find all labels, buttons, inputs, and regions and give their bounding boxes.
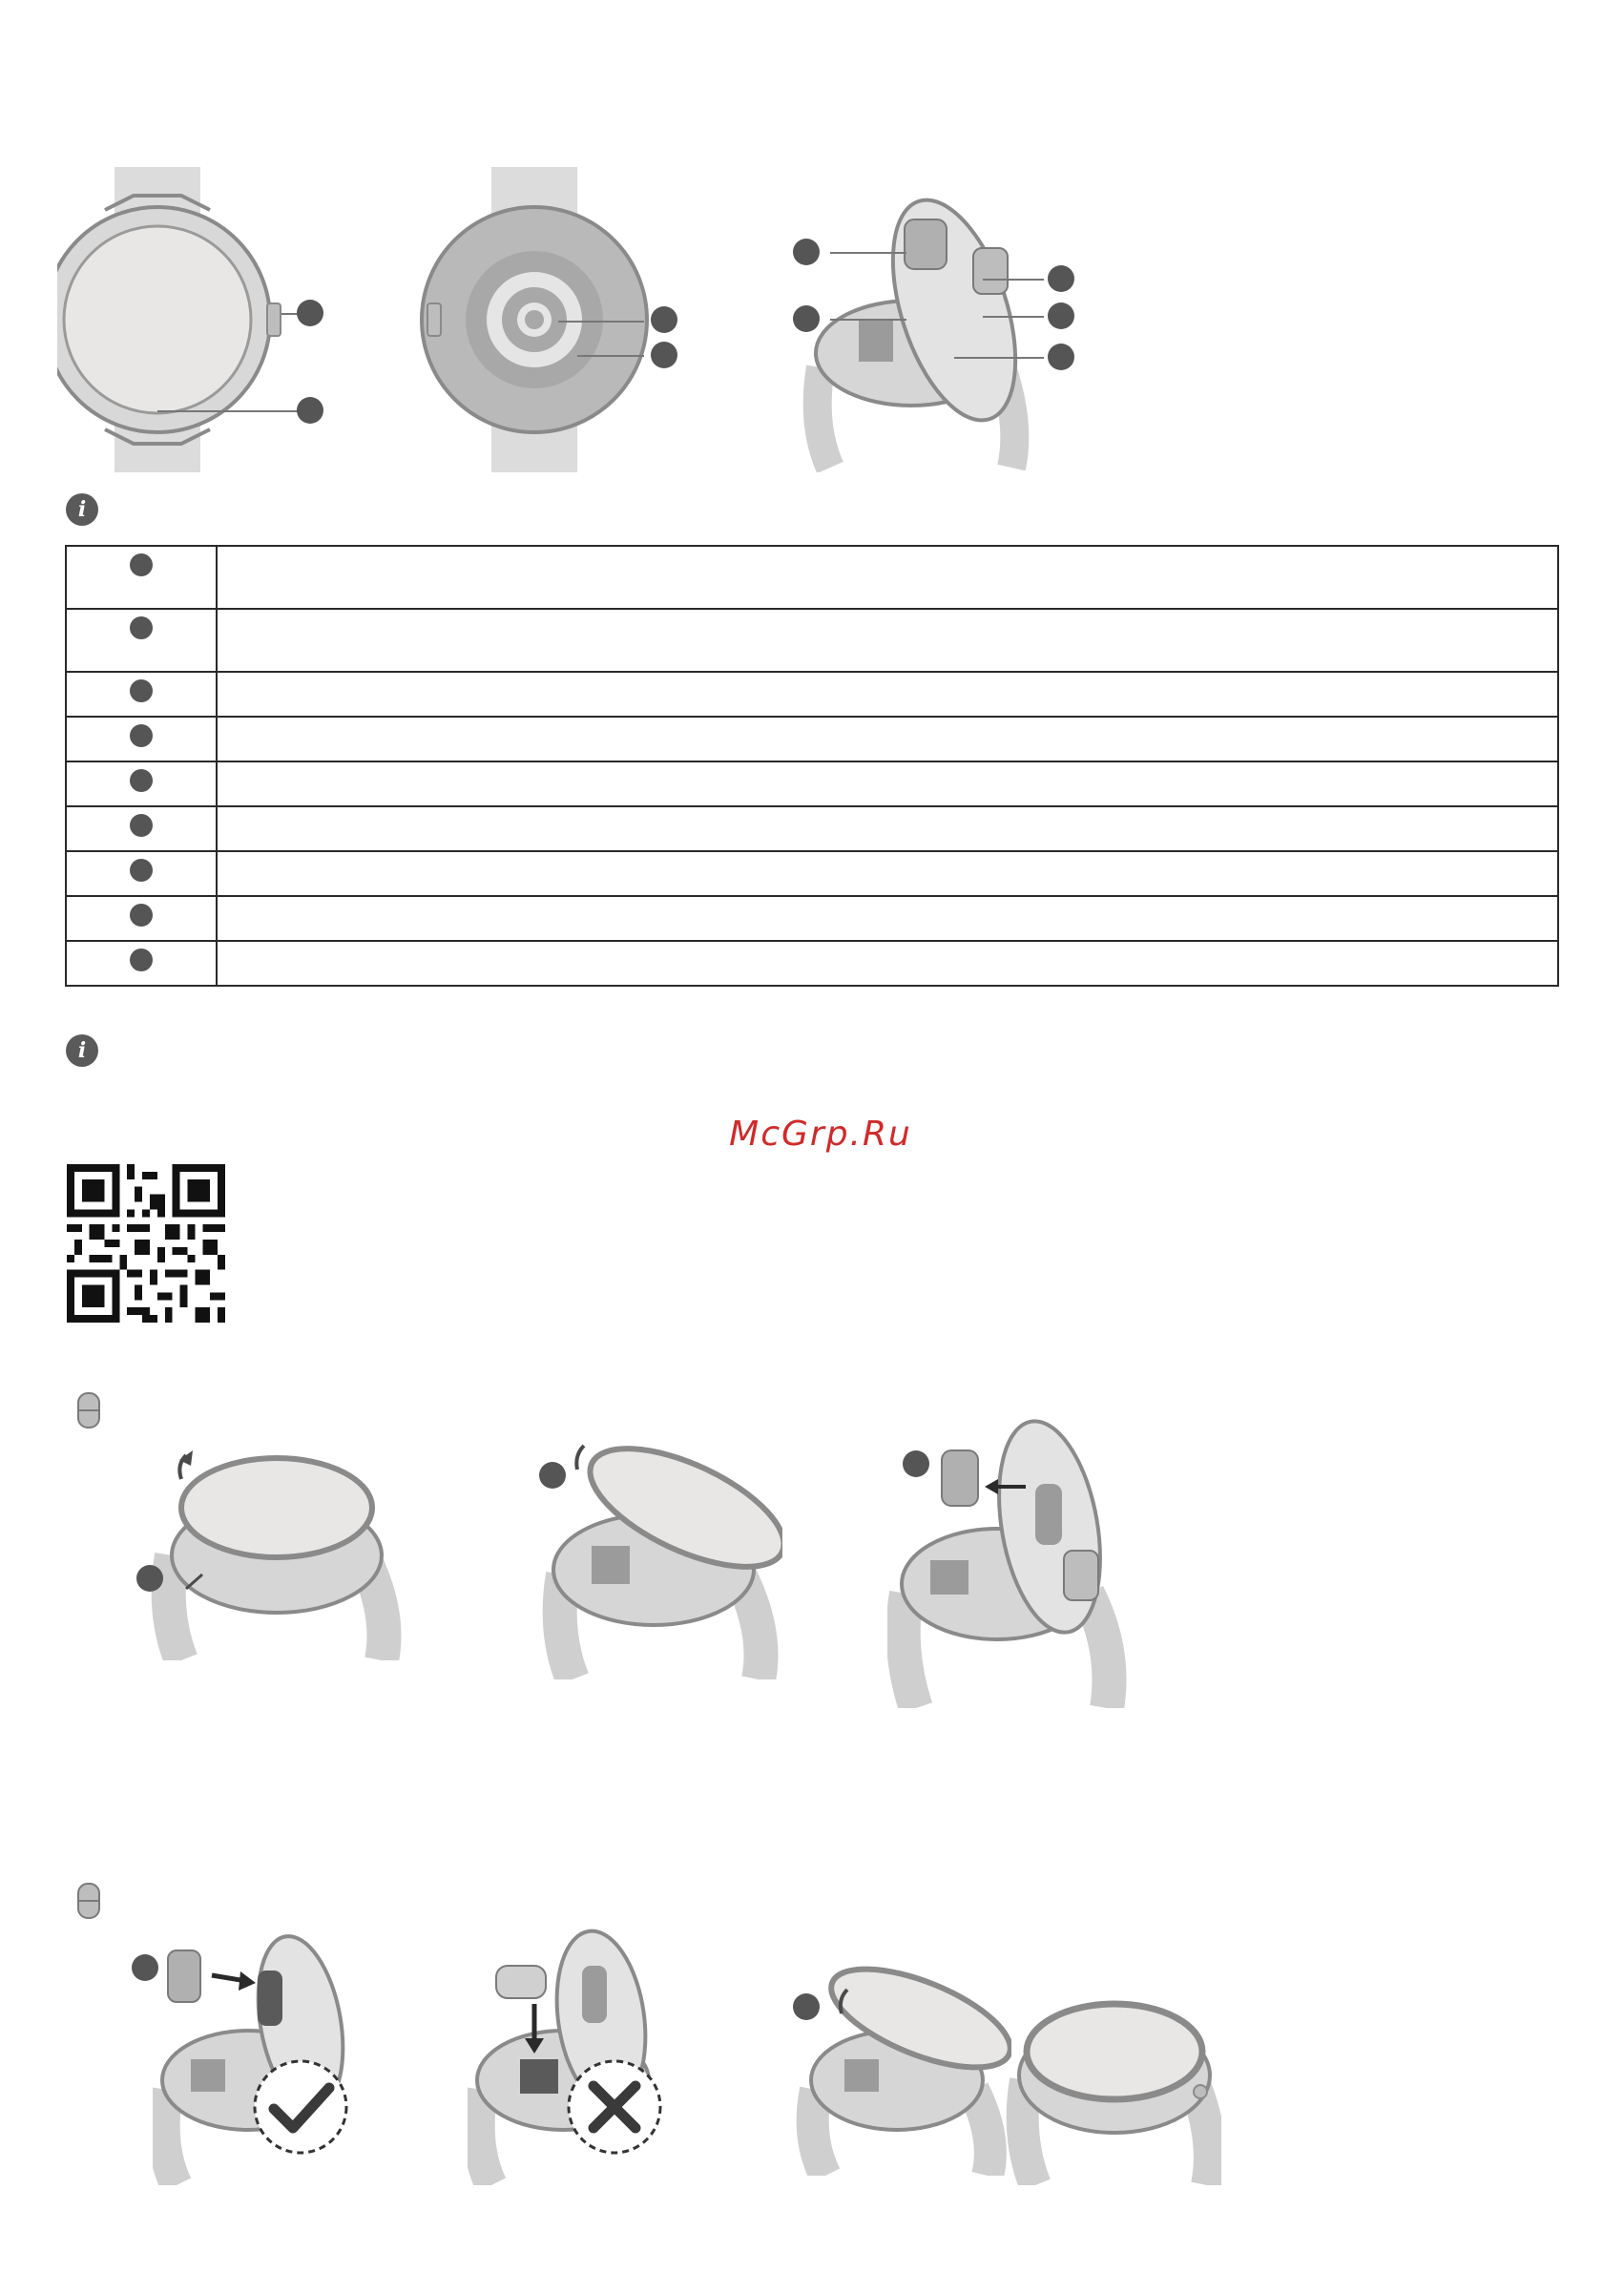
row-number-marker — [130, 859, 153, 882]
row-number-marker — [130, 814, 153, 837]
table-row — [66, 941, 1558, 986]
watch-front-illustration — [57, 162, 372, 477]
callout-3-sensor — [651, 306, 677, 333]
info-icon: i — [66, 493, 98, 526]
step-callout — [132, 1954, 158, 1981]
step-callout — [539, 1462, 566, 1489]
callout-5-earbud — [793, 239, 820, 265]
row-number-marker — [130, 553, 153, 576]
row-number-marker — [130, 949, 153, 971]
check-icon — [251, 2057, 350, 2157]
callout-4-charging-port — [651, 342, 677, 368]
table-row — [66, 851, 1558, 896]
table-row — [66, 546, 1558, 609]
info-icon: i — [66, 1034, 98, 1067]
row-description — [217, 717, 1558, 761]
table-row — [66, 896, 1558, 941]
row-description — [217, 609, 1558, 672]
earbud-icon — [76, 1882, 101, 1920]
step-callout — [136, 1565, 163, 1592]
step-press-release-illustration — [143, 1441, 410, 1660]
callout-7-earbud-right — [1048, 265, 1074, 292]
row-description — [217, 896, 1558, 941]
row-number-marker — [130, 616, 153, 639]
row-description — [217, 546, 1558, 609]
row-description — [217, 851, 1558, 896]
row-number-marker — [130, 679, 153, 702]
table-row — [66, 609, 1558, 672]
callout-8-earbud-contact — [1048, 302, 1074, 329]
qr-code[interactable] — [67, 1164, 225, 1323]
callout-6-earbud-slot — [793, 305, 820, 332]
watch-open-earbuds-illustration — [802, 186, 1050, 472]
row-number-marker — [130, 724, 153, 747]
step-callout — [903, 1450, 929, 1477]
table-row — [66, 761, 1558, 806]
step-lift-bezel-illustration — [534, 1441, 782, 1679]
callout-9-charging-compartment — [1048, 344, 1074, 370]
component-table — [65, 545, 1559, 987]
row-description — [217, 761, 1558, 806]
watermark-text: McGrp.Ru — [729, 1115, 912, 1154]
row-description — [217, 941, 1558, 986]
earbud-icon — [76, 1391, 101, 1429]
row-number-marker — [130, 769, 153, 792]
table-row — [66, 806, 1558, 851]
row-number-marker — [130, 904, 153, 927]
watch-closed-illustration — [1002, 1966, 1221, 2185]
callout-1-side-button — [297, 300, 323, 326]
watch-back-illustration — [420, 162, 668, 477]
row-description — [217, 672, 1558, 717]
step-callout — [793, 1993, 820, 2020]
table-row — [66, 672, 1558, 717]
step-close-lid-illustration — [792, 1908, 1011, 2176]
table-row — [66, 717, 1558, 761]
cross-icon — [565, 2057, 664, 2157]
row-description — [217, 806, 1558, 851]
callout-2-strap-release — [297, 397, 323, 424]
